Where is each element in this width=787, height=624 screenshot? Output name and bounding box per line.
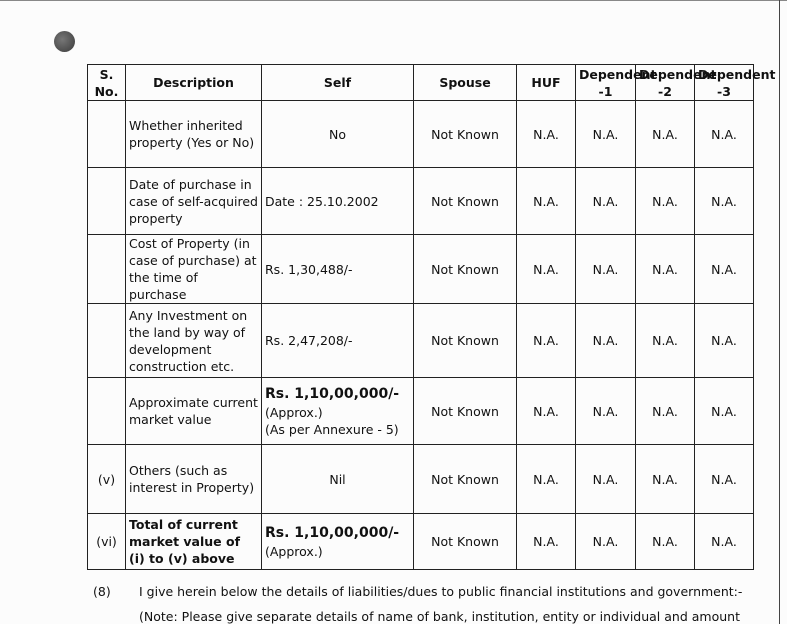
row-huf: N.A.	[517, 168, 576, 235]
header-dependent-3: Dependent -3	[695, 65, 754, 101]
row-self: Rs. 1,30,488/-	[262, 235, 414, 304]
row-description: Any Investment on the land by way of development construction etc.	[126, 304, 262, 378]
table-row	[88, 304, 754, 378]
header-dependent-2: Dependent -2	[636, 65, 695, 101]
row-dependent-1: N.A.	[576, 168, 636, 235]
table-row	[88, 168, 754, 235]
row-dependent-3: N.A.	[695, 514, 754, 570]
self-value-annexure: (As per Annexure - 5)	[265, 421, 399, 437]
row-spouse: Not Known	[414, 514, 517, 570]
row-description: Date of purchase in case of self-acquired property	[126, 168, 262, 235]
row-sno	[88, 235, 126, 304]
row-dependent-1: N.A.	[576, 445, 636, 514]
row-self	[262, 514, 414, 570]
row-sno	[88, 168, 126, 235]
table-row	[88, 378, 754, 445]
section-8-note: (Note: Please give separate details of name of bank, institution, entity or individual and amount	[139, 609, 740, 624]
row-description: Approximate current market value	[126, 378, 262, 445]
row-dependent-3: N.A.	[695, 445, 754, 514]
section-8	[93, 584, 742, 599]
row-spouse: Not Known	[414, 378, 517, 445]
row-dependent-2: N.A.	[636, 304, 695, 378]
header-self: Self	[262, 65, 414, 101]
assets-table	[87, 64, 776, 570]
self-value-amount: Rs. 1,10,00,000/-	[265, 385, 400, 402]
row-dependent-2: N.A.	[636, 101, 695, 168]
row-sno	[88, 101, 126, 168]
table-row	[88, 235, 754, 304]
row-dependent-1: N.A.	[576, 101, 636, 168]
row-dependent-1: N.A.	[576, 304, 636, 378]
header-dependent-1: Dependent -1	[576, 65, 636, 101]
header-sno: S. No.	[88, 65, 126, 101]
punch-hole	[54, 31, 75, 52]
row-self: Nil	[262, 445, 414, 514]
row-description: Cost of Property (in case of purchase) at the time of purchase	[126, 235, 262, 304]
row-spouse: Not Known	[414, 235, 517, 304]
row-dependent-3: N.A.	[695, 235, 754, 304]
row-description: Total of current market value of (i) to (v) above	[126, 514, 262, 570]
table-row	[88, 445, 754, 514]
row-spouse: Not Known	[414, 168, 517, 235]
self-value-approx: (Approx.)	[265, 404, 323, 420]
row-sno	[88, 378, 126, 445]
header-description: Description	[126, 65, 262, 101]
row-spouse: Not Known	[414, 304, 517, 378]
row-huf: N.A.	[517, 445, 576, 514]
row-dependent-1: N.A.	[576, 378, 636, 445]
row-huf: N.A.	[517, 378, 576, 445]
row-dependent-3: N.A.	[695, 378, 754, 445]
table-row	[88, 101, 754, 168]
row-huf: N.A.	[517, 235, 576, 304]
row-self: No	[262, 101, 414, 168]
row-spouse: Not Known	[414, 445, 517, 514]
row-sno	[88, 304, 126, 378]
section-8-number: (8)	[93, 584, 111, 599]
row-dependent-1: N.A.	[576, 235, 636, 304]
table-row	[88, 514, 754, 570]
row-sno: (vi)	[88, 514, 126, 570]
row-sno: (v)	[88, 445, 126, 514]
row-description: Others (such as interest in Property)	[126, 445, 262, 514]
header-spouse: Spouse	[414, 65, 517, 101]
row-dependent-2: N.A.	[636, 378, 695, 445]
row-huf: N.A.	[517, 304, 576, 378]
row-huf: N.A.	[517, 101, 576, 168]
row-dependent-2: N.A.	[636, 168, 695, 235]
self-total-approx: (Approx.)	[265, 543, 323, 559]
header-row	[88, 65, 754, 101]
row-self: Rs. 2,47,208/-	[262, 304, 414, 378]
row-dependent-3: N.A.	[695, 101, 754, 168]
row-self	[262, 378, 414, 445]
row-dependent-2: N.A.	[636, 235, 695, 304]
header-huf: HUF	[517, 65, 576, 101]
row-dependent-2: N.A.	[636, 514, 695, 570]
page-top-edge	[0, 0, 787, 1]
row-description: Whether inherited property (Yes or No)	[126, 101, 262, 168]
row-dependent-3: N.A.	[695, 168, 754, 235]
row-spouse: Not Known	[414, 101, 517, 168]
row-self: Date : 25.10.2002	[262, 168, 414, 235]
row-huf: N.A.	[517, 514, 576, 570]
page-right-edge	[779, 0, 780, 624]
row-dependent-3: N.A.	[695, 304, 754, 378]
row-dependent-2: N.A.	[636, 445, 695, 514]
self-total-amount: Rs. 1,10,00,000/-	[265, 524, 400, 541]
row-dependent-1: N.A.	[576, 514, 636, 570]
section-8-text: I give herein below the details of liabilities/dues to public financial institutions and government:-	[139, 584, 743, 599]
